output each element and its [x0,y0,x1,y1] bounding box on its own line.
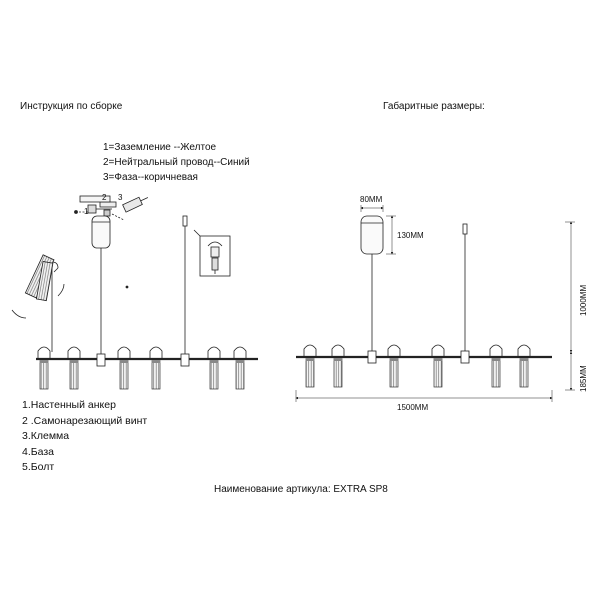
part-item-2: 2 .Самонарезающий винт [22,414,148,427]
article-name: Наименование артикула: EXTRA SP8 [214,484,388,495]
svg-text:1: 1 [84,207,89,216]
canopy-dimensioned [361,216,383,254]
dim-total-width: 1500MM [397,403,429,412]
spots-right [304,345,530,387]
spot-left-3 [118,347,130,389]
dim-body-height: 185MM [579,365,588,392]
spots-left [38,347,246,389]
dimensions-heading: Габаритные размеры: [383,101,485,112]
wiring-line-3: 3=Фаза--коричневая [103,172,198,183]
part-item-3: 3.Клемма [22,430,70,442]
clamp-detail [194,230,230,276]
assembly-heading: Инструкция по сборке [20,101,123,112]
spot-left-5 [208,347,220,389]
dim-total-drop: 1000MM [579,284,588,316]
spot-left-2 [68,347,80,389]
spot-right-5 [490,345,502,387]
spot-right-2 [332,345,344,387]
part-item-1: 1.Настенный анкер [22,399,116,411]
wiring-line-2: 2=Нейтральный провод--Синий [103,157,250,168]
spot-right-3 [388,345,400,387]
dim-canopy-width: 80MM [360,195,383,204]
canopy [92,216,110,248]
spot-right-4 [432,345,444,387]
svg-text:3: 3 [118,193,123,202]
part-item-5: 5.Болт [22,461,55,473]
assembly-drawing [12,193,258,366]
spot-left-4 [150,347,162,389]
spot-right-6 [518,345,530,387]
spot-tilt-detail [12,255,64,352]
spot-right-1 [304,345,316,387]
spot-left-6 [234,347,246,389]
part-item-4: 4.База [22,445,55,458]
spot-left-1 [38,347,50,389]
mounting-exploded-view [75,193,150,220]
wiring-line-1: 1=Заземление --Желтое [103,142,217,153]
svg-text:2: 2 [102,193,107,202]
dim-canopy-height: 130MM [397,231,424,240]
